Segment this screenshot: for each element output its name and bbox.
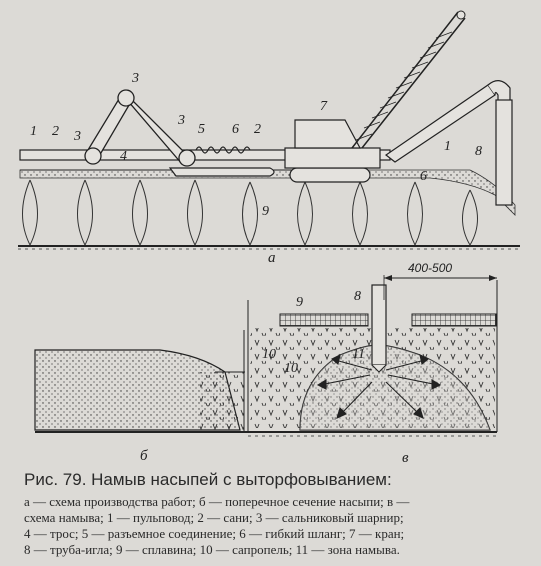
label-5: 5 [198, 122, 205, 137]
label-9a: 9 [262, 204, 269, 219]
caption-title: Рис. 79. Намыв насыпей с выторфовыванием: [24, 470, 392, 489]
caption-line: а — схема производства работ; б — поперечное сечение насыпи; в — [24, 494, 410, 509]
sled [170, 168, 274, 176]
sublabel-b: б [140, 448, 148, 464]
label-6b: 6 [420, 169, 427, 184]
diagram-part-b [35, 330, 248, 464]
caption-legend [24, 494, 520, 558]
crane [285, 11, 465, 182]
label-11v: 11 [352, 347, 365, 362]
label-2b: 2 [254, 122, 261, 137]
label-1b: 1 [444, 139, 451, 154]
label-9v: 9 [296, 295, 303, 310]
sublabel-a: а [268, 250, 276, 266]
diagram-part-a [18, 11, 520, 266]
label-7: 7 [320, 99, 327, 114]
label-3a: 3 [74, 129, 81, 144]
floating-mat-right [412, 314, 496, 326]
caption-line: схема намыва; 1 — пульповод; 2 — сани; 3 — сальниковый шарнир; [24, 510, 404, 525]
label-3c: 3 [178, 113, 185, 128]
label-10b: 10 [262, 347, 276, 362]
dimension-label: 400-500 [408, 261, 453, 275]
label-2a: 2 [52, 124, 59, 139]
sublabel-v: в [402, 450, 409, 466]
label-8a: 8 [475, 144, 482, 159]
caption-line: 8 — труба-игла; 9 — сплавина; 10 — сапропель; 11 — зона намыва. [24, 542, 400, 557]
caption-line: 4 — трос; 5 — разъемное соединение; 6 — гибкий шланг; 7 — кран; [24, 526, 405, 541]
needle-tube [496, 100, 512, 205]
label-4: 4 [120, 149, 127, 164]
diagram-part-v [248, 261, 497, 466]
floating-mat-left [280, 314, 368, 326]
label-10v: 10 [284, 361, 298, 376]
sapropel-b [200, 372, 244, 430]
label-1a: 1 [30, 124, 37, 139]
swamp-arcs [23, 180, 478, 245]
label-8v: 8 [354, 289, 361, 304]
label-6a: 6 [232, 122, 239, 137]
label-3b: 3 [132, 71, 139, 86]
